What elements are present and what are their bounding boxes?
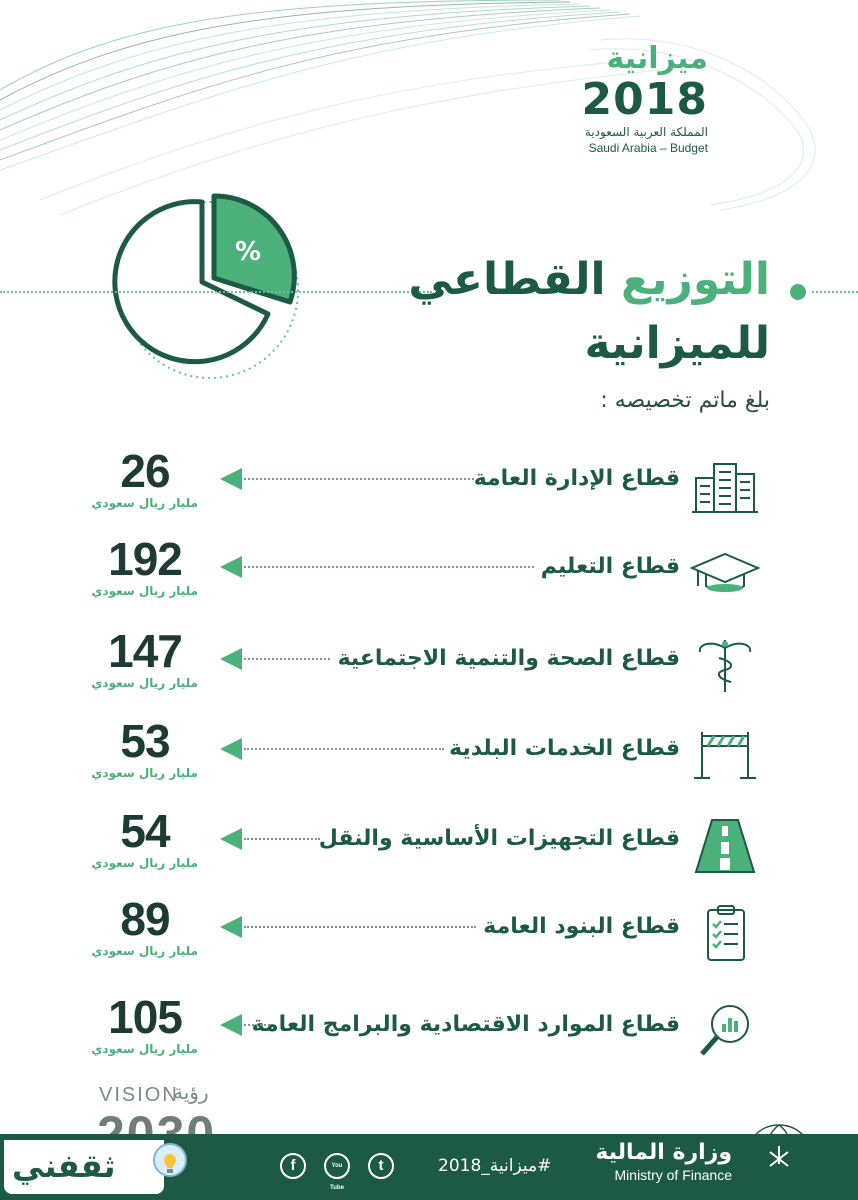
sector-value: 192 bbox=[108, 533, 182, 585]
title-bullet bbox=[790, 284, 806, 300]
caduceus-icon bbox=[690, 636, 760, 696]
sector-unit: مليار ريال سعودي bbox=[91, 856, 198, 870]
facebook-icon[interactable] bbox=[280, 1153, 306, 1179]
leader-dots bbox=[244, 478, 474, 480]
brand-text: ثقفني bbox=[12, 1147, 116, 1185]
ministry-emblem-icon bbox=[738, 1118, 820, 1200]
sector-row bbox=[0, 893, 858, 980]
magnifier-chart-icon bbox=[690, 1002, 760, 1062]
leader-dots bbox=[244, 658, 330, 660]
sector-unit: مليار ريال سعودي bbox=[91, 676, 198, 690]
leader-dots bbox=[244, 1024, 270, 1026]
title-accent: التوزيع bbox=[620, 254, 770, 305]
sector-label: قطاع الخدمات البلدية bbox=[449, 736, 680, 761]
sector-row bbox=[0, 715, 858, 802]
sector-value: 147 bbox=[108, 625, 182, 677]
sector-unit: مليار ريال سعودي bbox=[91, 766, 198, 780]
vision-label-ar: رؤية bbox=[173, 1080, 209, 1104]
youtube-icon[interactable] bbox=[324, 1153, 350, 1191]
sector-label: قطاع الإدارة العامة bbox=[473, 466, 680, 491]
logo-title: ميزانية bbox=[606, 41, 708, 76]
arrow-left-icon bbox=[220, 828, 242, 850]
page-title-line1 bbox=[408, 252, 770, 308]
barrier-icon bbox=[690, 726, 760, 786]
sector-value: 105 bbox=[108, 991, 182, 1043]
sector-label: قطاع الصحة والتنمية الاجتماعية bbox=[337, 646, 680, 671]
pie-chart-icon bbox=[110, 190, 310, 390]
sector-row bbox=[0, 991, 858, 1078]
brand-watermark bbox=[4, 1140, 164, 1194]
sector-unit: مليار ريال سعودي bbox=[91, 1042, 198, 1056]
sector-row bbox=[0, 445, 858, 532]
sector-label: قطاع التعليم bbox=[540, 554, 680, 579]
arrow-left-icon bbox=[220, 648, 242, 670]
sector-unit: مليار ريال سعودي bbox=[91, 496, 198, 510]
arrow-left-icon bbox=[220, 468, 242, 490]
page-title-line2: للميزانية bbox=[584, 318, 770, 369]
arrow-left-icon bbox=[220, 1014, 242, 1036]
twitter-icon[interactable] bbox=[368, 1153, 394, 1179]
sector-unit: مليار ريال سعودي bbox=[91, 584, 198, 598]
facebook-glyph: f bbox=[290, 1157, 296, 1174]
leader-dots bbox=[244, 838, 320, 840]
sector-unit: مليار ريال سعودي bbox=[91, 944, 198, 958]
sector-label: قطاع الموارد الاقتصادية والبرامج العامة bbox=[251, 1012, 680, 1037]
sector-label: قطاع التجهيزات الأساسية والنقل bbox=[318, 826, 680, 851]
title-rest: القطاعي bbox=[408, 254, 606, 305]
ministry-name-ar: وزارة المالية bbox=[595, 1140, 732, 1165]
arrow-left-icon bbox=[220, 556, 242, 578]
percent-symbol: % bbox=[234, 237, 262, 267]
sector-row bbox=[0, 533, 858, 620]
buildings-icon bbox=[690, 456, 760, 516]
logo-subtitle-ar: المملكة العربية السعودية bbox=[584, 125, 708, 139]
graduation-cap-icon bbox=[690, 544, 760, 604]
arrow-left-icon bbox=[220, 916, 242, 938]
youtube-glyph: You Tube bbox=[330, 1163, 344, 1191]
sector-row bbox=[0, 625, 858, 712]
budget-2018-logo bbox=[548, 42, 708, 156]
road-icon bbox=[690, 816, 760, 876]
twitter-glyph: t bbox=[378, 1157, 384, 1174]
title-divider-left bbox=[0, 291, 432, 293]
vision-label-en: VISION bbox=[99, 1084, 179, 1106]
ministry-name-en: Ministry of Finance bbox=[614, 1167, 732, 1183]
logo-subtitle-en: Saudi Arabia – Budget bbox=[588, 141, 708, 155]
sector-label: قطاع البنود العامة bbox=[483, 914, 680, 939]
page-subtitle: بلغ ماتم تخصيصه : bbox=[600, 388, 770, 413]
arrow-left-icon bbox=[220, 738, 242, 760]
logo-year: 2018 bbox=[581, 74, 708, 125]
leader-dots bbox=[244, 748, 444, 750]
leader-dots bbox=[244, 566, 534, 568]
leader-dots bbox=[244, 926, 476, 928]
clipboard-checklist-icon bbox=[690, 904, 760, 964]
sector-value: 53 bbox=[120, 715, 170, 767]
sector-row bbox=[0, 805, 858, 892]
sector-value: 26 bbox=[120, 445, 170, 497]
sector-value: 54 bbox=[120, 805, 170, 857]
sector-value: 89 bbox=[120, 893, 170, 945]
title-divider-right bbox=[812, 291, 858, 293]
lightbulb-icon bbox=[150, 1142, 190, 1186]
hashtag-text: #ميزانية_2018 bbox=[438, 1156, 552, 1176]
